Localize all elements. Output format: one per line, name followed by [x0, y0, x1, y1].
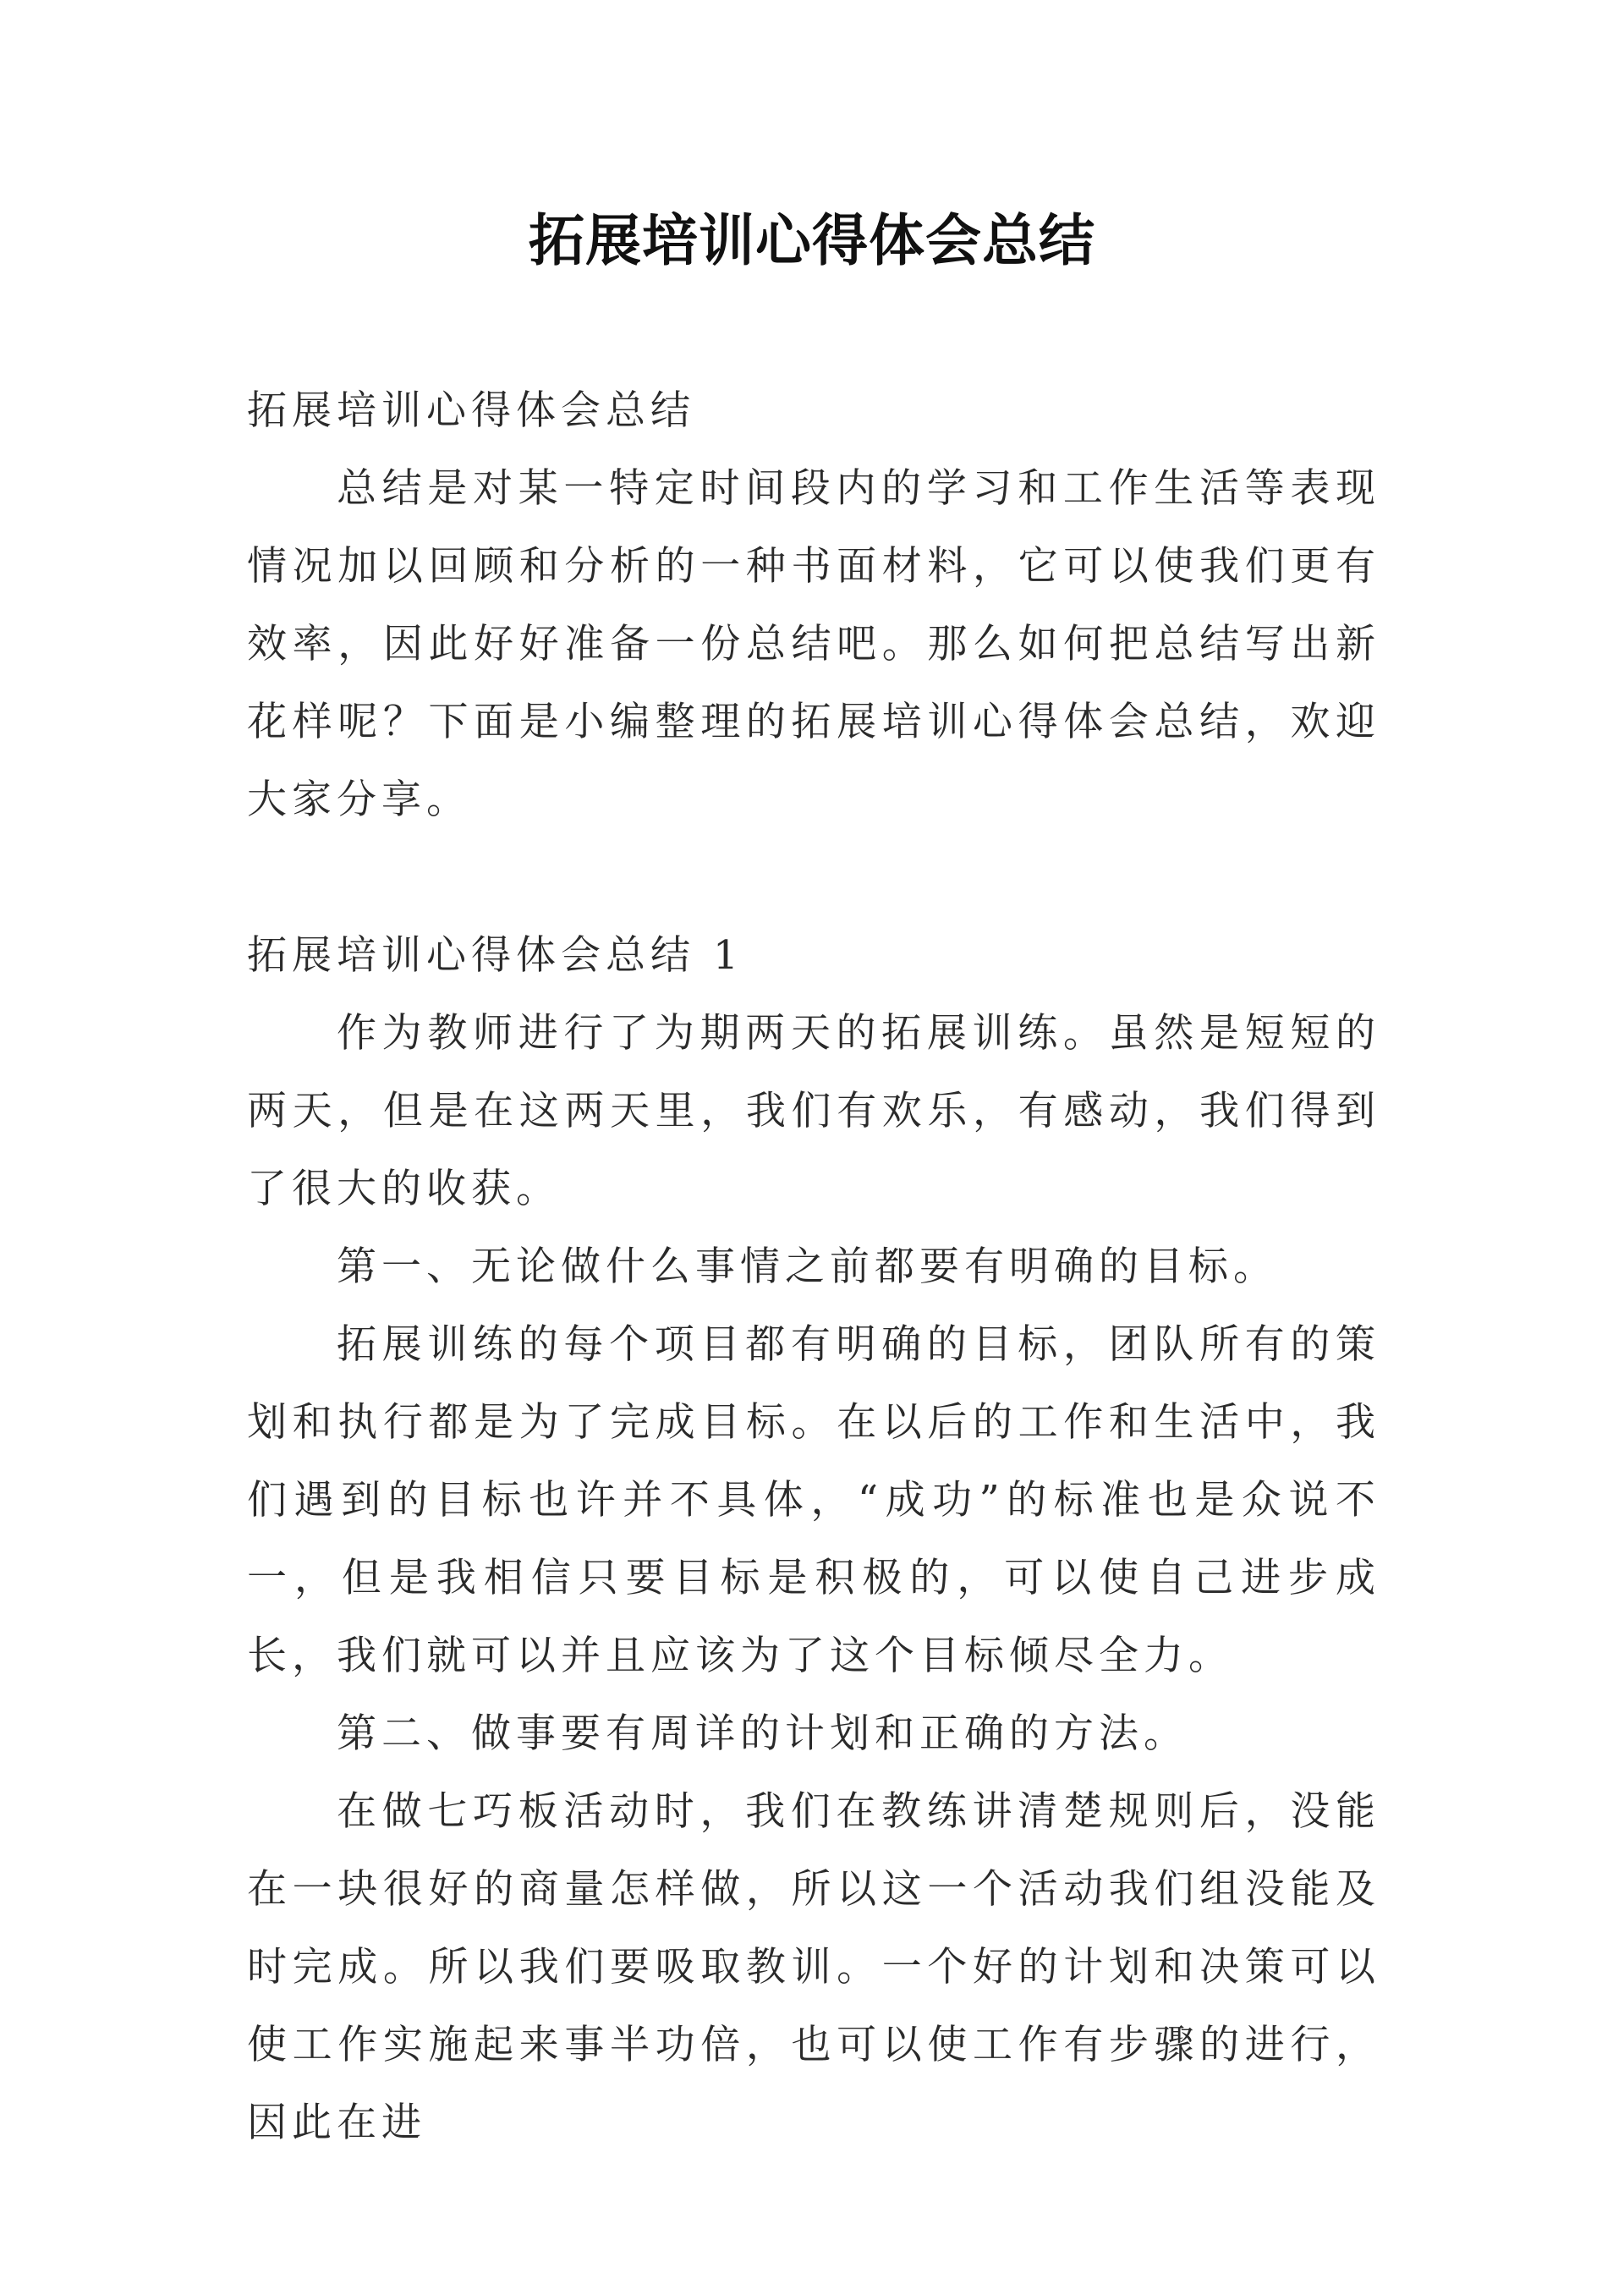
point-heading-1: 第一、无论做什么事情之前都要有明确的目标。 [337, 1244, 1278, 1290]
document-title: 拓展培训心得体会总结 [529, 208, 1095, 273]
point-heading-2: 第二、做事要有周详的计划和正确的方法。 [337, 1710, 1188, 1757]
document-body [247, 372, 1380, 2162]
section-heading-intro: 拓展培训心得体会总结 [247, 387, 695, 434]
intro-paragraph: 总结是对某一特定时间段内的学习和工作生活等表现情况加以回顾和分析的一种书面材料，它可以使我们更有效率，因此好好准备一份总结吧。那么如何把总结写出新花样呢？下面是小编整理的拓展培训心得体会总结，欢迎大家分享。 [247, 465, 1380, 823]
body-paragraph: 作为教师进行了为期两天的拓展训练。虽然是短短的两天，但是在这两天里，我们有欢乐，有感动，我们得到了很大的收获。 [247, 1010, 1380, 1212]
body-paragraph: 拓展训练的每个项目都有明确的目标，团队所有的策划和执行都是为了完成目标。在以后的工作和生活中，我们遇到的目标也许并不具体，“成功”的标准也是众说不一，但是我相信只要目标是积极的，可以使自己进步成长，我们就可以并且应该为了这个目标倾尽全力。 [247, 1321, 1380, 1679]
paragraph-spacer [247, 839, 1380, 917]
body-paragraph: 在做七巧板活动时，我们在教练讲清楚规则后，没能在一块很好的商量怎样做，所以这一个活动我们组没能及时完成。所以我们要吸取教训。一个好的计划和决策可以使工作实施起来事半功倍，也可以使工作有步骤的进行，因此在进 [247, 1788, 1380, 2146]
section-heading-1: 拓展培训心得体会总结 1 [247, 932, 743, 979]
